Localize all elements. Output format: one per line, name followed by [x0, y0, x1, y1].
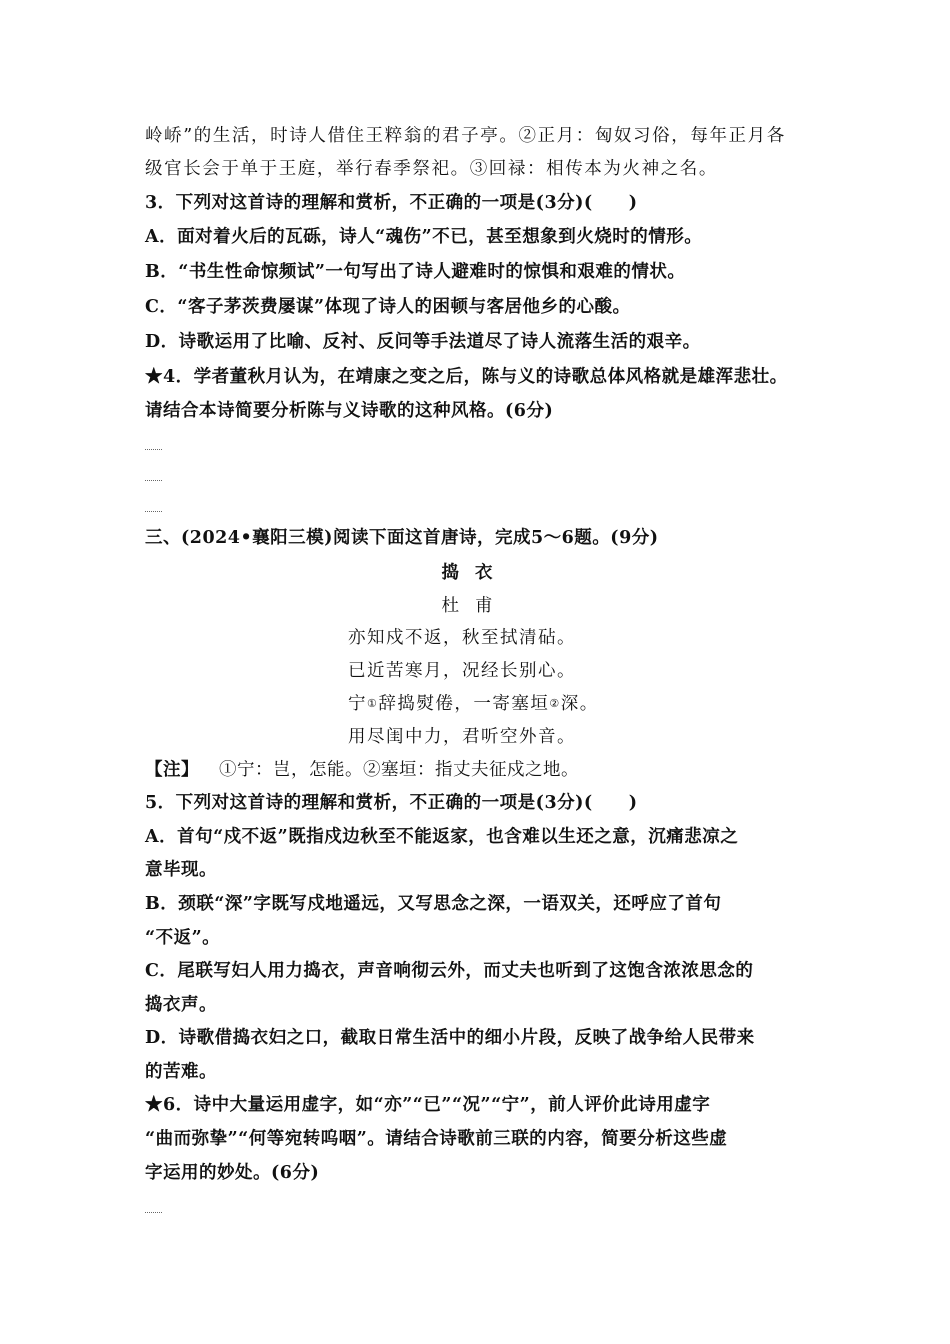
question-5-option-b-line-1: B．颈联“深”字既写戍地遥远，又写思念之深，一语双关，还呼应了首句 — [145, 894, 722, 914]
question-4-line-1: ★4．学者董秋月认为，在靖康之变之后，陈与义的诗歌总体风格就是雄浑悲壮。 — [145, 367, 788, 387]
question-3-stem: 3．下列对这首诗的理解和赏析，不正确的一项是(3分)( ) — [145, 193, 638, 213]
poem-line-2: 已近苦寒月，况经长别心。 — [348, 661, 576, 681]
question-5-option-a-line-2: 意毕现。 — [145, 860, 217, 880]
question-3-option-b: B．“书生性命惊频试”一句写出了诗人避难时的惊惧和艰难的情状。 — [145, 262, 686, 282]
poem-line-3 — [348, 692, 648, 716]
footnote-marker-2: ② — [549, 697, 561, 710]
question-5-stem: 5．下列对这首诗的理解和赏析，不正确的一项是(3分)( ) — [145, 793, 638, 813]
poem-note — [145, 758, 825, 782]
answer-line — [145, 449, 162, 450]
note-text: ①宁：岂，怎能。②塞垣：指丈夫征戍之地。 — [219, 760, 579, 780]
question-5-option-a-line-1: A．首句“戍不返”既指戍边秋至不能返家，也含难以生还之意，沉痛悲凉之 — [145, 827, 739, 847]
poem-line-3-part-c: 深。 — [560, 694, 599, 714]
poem-title: 捣衣 — [441, 563, 509, 583]
note-line-1: 岭峤”的生活，时诗人借住王粹翁的君子亭。②正月：匈奴习俗，每年正月各 — [145, 126, 786, 146]
question-6-line-1: ★6．诗中大量运用虚字，如“亦”“已”“况”“宁”，前人评价此诗用虚字 — [145, 1095, 711, 1115]
answer-line — [145, 511, 162, 512]
question-5-option-d-line-1: D．诗歌借捣衣妇之口，截取日常生活中的细小片段，反映了战争给人民带来 — [145, 1028, 755, 1048]
question-3-option-a: A．面对着火后的瓦砾，诗人“魂伤”不已，甚至想象到火烧时的情形。 — [145, 227, 703, 247]
question-5-option-c-line-1: C．尾联写妇人用力捣衣，声音响彻云外，而丈夫也听到了这饱含浓浓思念的 — [145, 961, 754, 981]
question-6-line-3: 字运用的妙处。(6分) — [145, 1163, 320, 1183]
note-line-2: 级官长会于单于王庭，举行春季祭祀。③回禄：相传本为火神之名。 — [145, 159, 718, 179]
answer-line — [145, 1212, 162, 1213]
footnote-marker-1: ① — [367, 697, 379, 710]
poem-line-3-part-a: 宁 — [348, 694, 367, 714]
poem-author: 杜甫 — [441, 596, 509, 616]
poem-line-1: 亦知戍不返，秋至拭清砧。 — [348, 628, 576, 648]
question-6-line-2: “曲而弥挚”“何等宛转呜咽”。请结合诗歌前三联的内容，简要分析这些虚 — [145, 1129, 728, 1149]
section-3-heading: 三、(2024•襄阳三模)阅读下面这首唐诗，完成5～6题。(9分) — [145, 528, 659, 548]
poem-line-4: 用尽闺中力，君听空外音。 — [348, 727, 576, 747]
poem-line-3-part-b: 辞捣熨倦，一寄塞垣 — [378, 694, 550, 714]
answer-line — [145, 480, 162, 481]
question-4-line-2: 请结合本诗简要分析陈与义诗歌的这种风格。(6分) — [145, 401, 554, 421]
question-5-option-d-line-2: 的苦难。 — [145, 1062, 217, 1082]
question-3-option-d: D．诗歌运用了比喻、反衬、反问等手法道尽了诗人流落生活的艰辛。 — [145, 332, 701, 352]
question-5-option-c-line-2: 捣衣声。 — [145, 995, 217, 1015]
question-5-option-b-line-2: “不返”。 — [145, 928, 221, 948]
question-3-option-c: C．“客子茅茨费屡谋”体现了诗人的困顿与客居他乡的心酸。 — [145, 297, 631, 317]
note-label: 【注】 — [145, 760, 199, 780]
